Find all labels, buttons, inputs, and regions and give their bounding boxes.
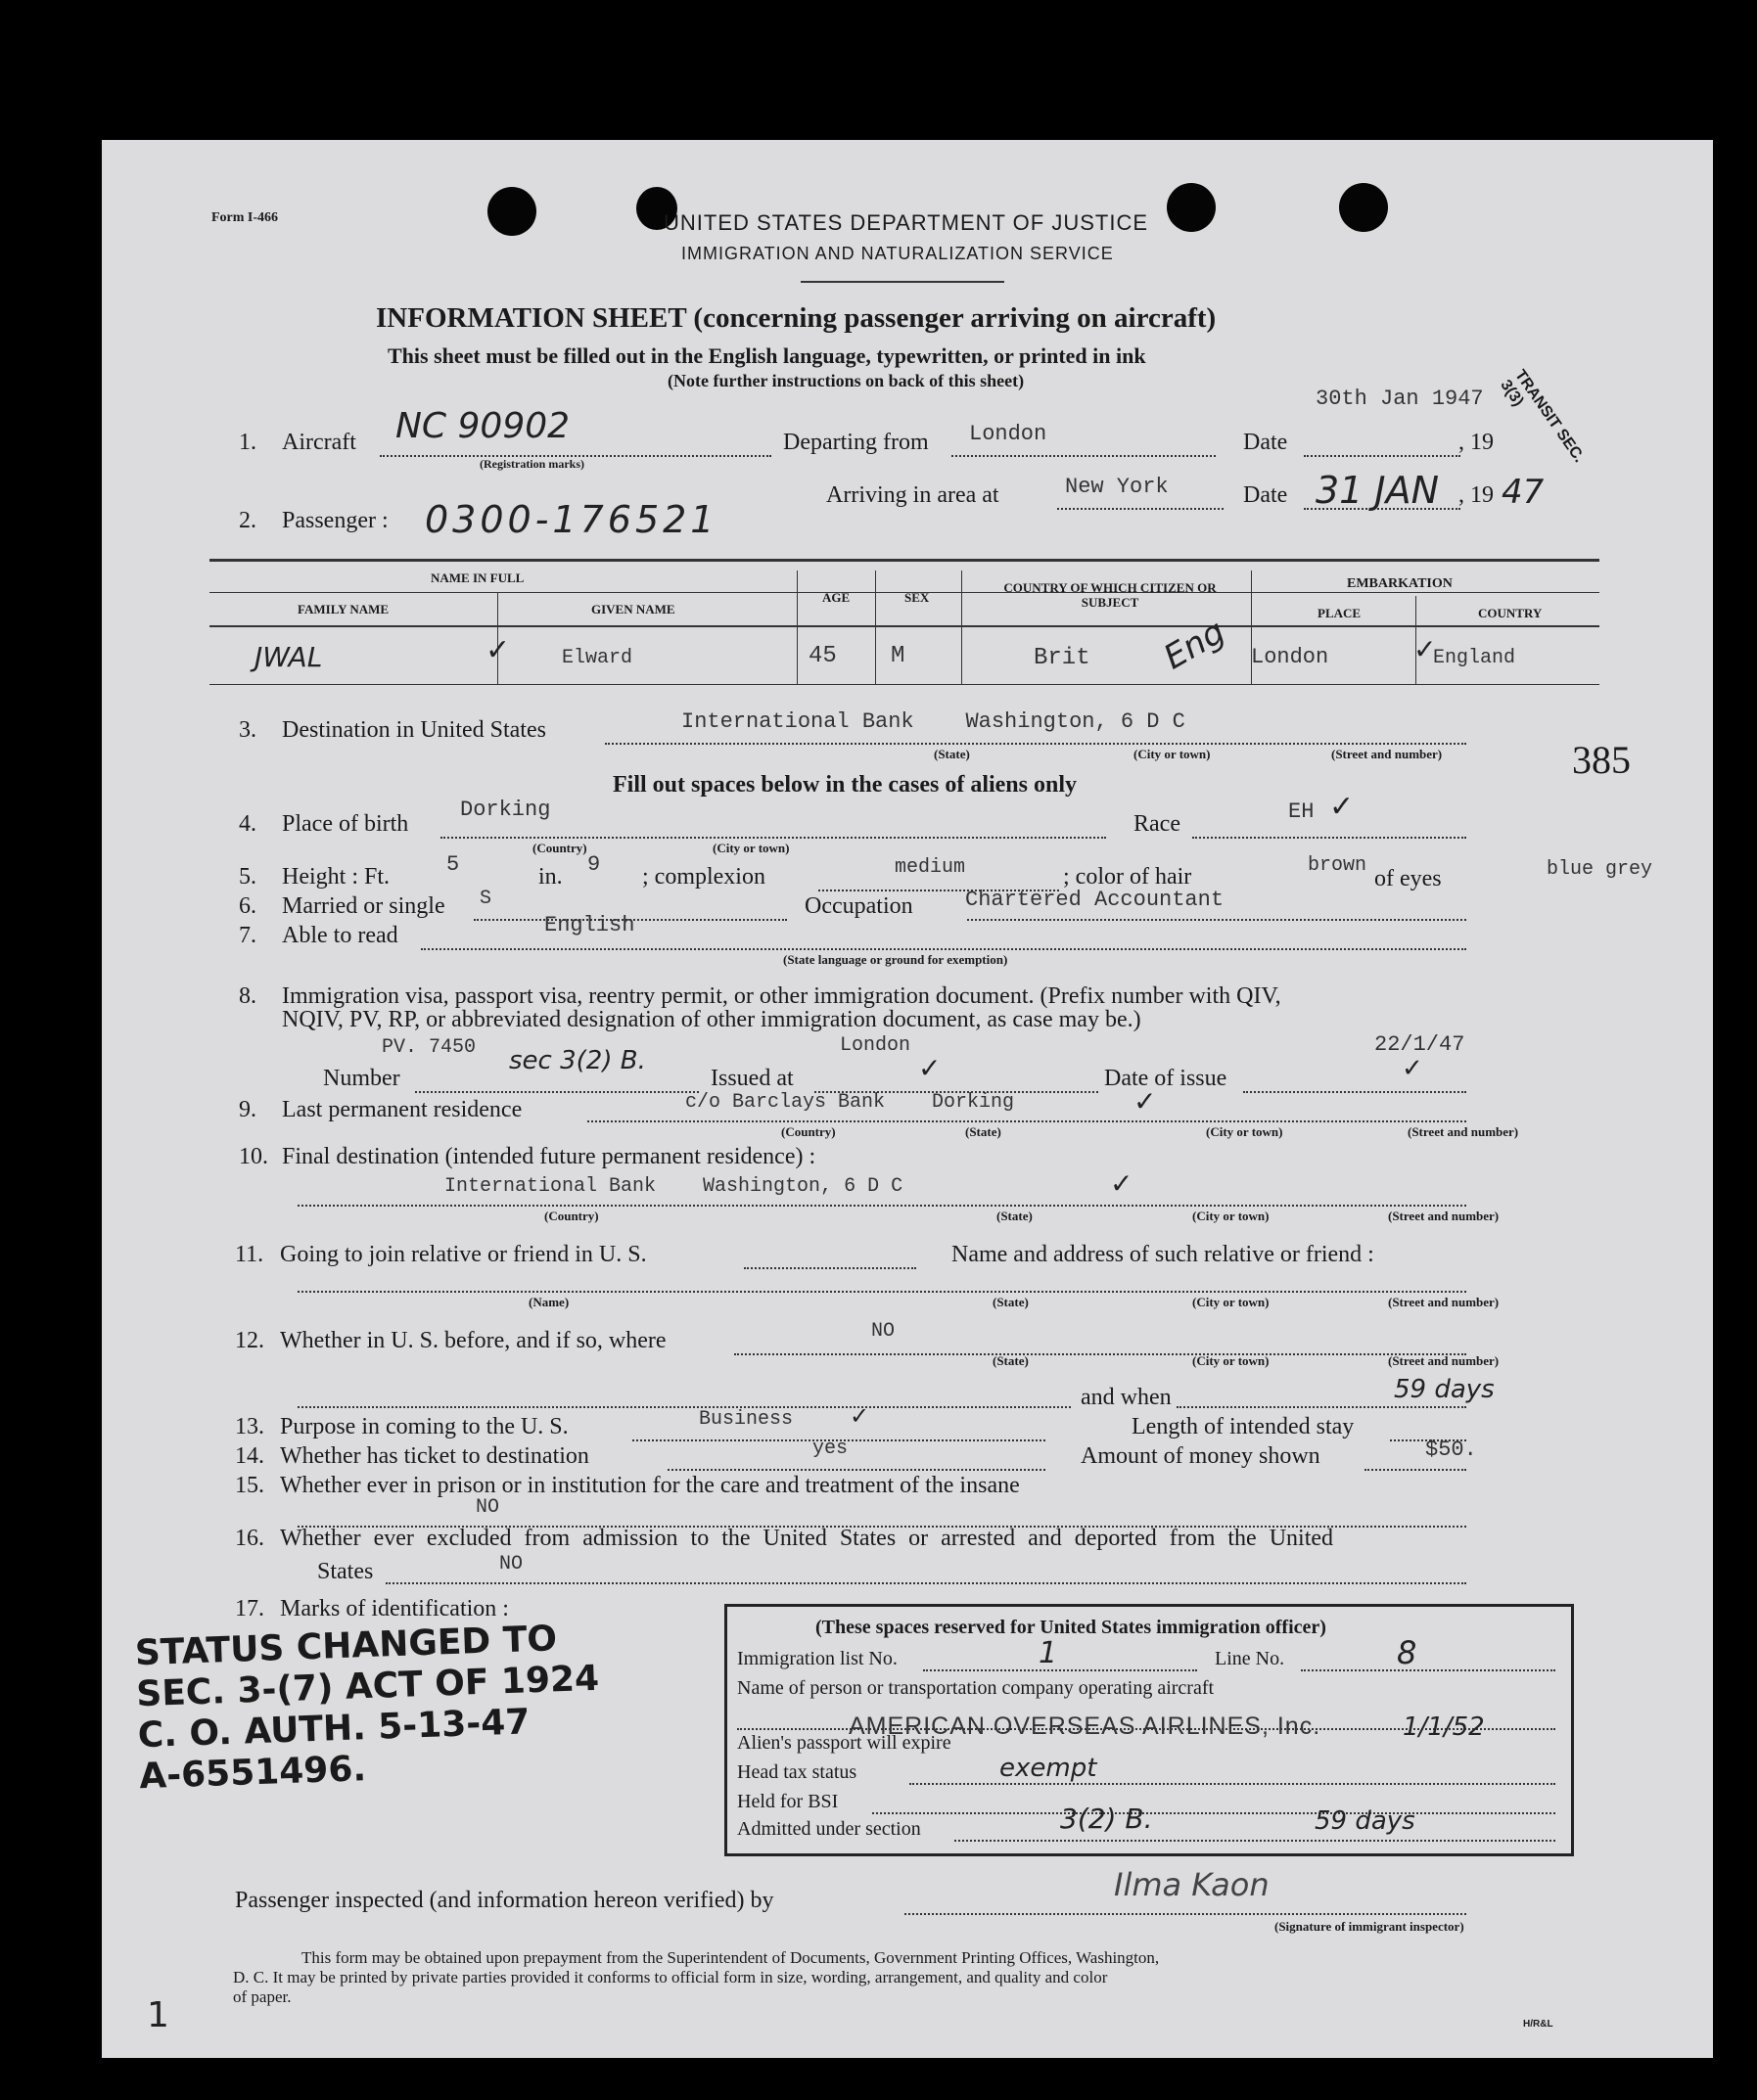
check-mark: ✓ bbox=[1402, 1054, 1423, 1083]
ticket-value: yes bbox=[812, 1438, 849, 1460]
doc-number-handwritten: sec 3(2) B. bbox=[509, 1046, 646, 1075]
aircraft-value: NC 90902 bbox=[395, 406, 571, 446]
item-number: 2. bbox=[239, 508, 256, 533]
final-destination-label: Final destination (intended future permanent residence) : bbox=[282, 1144, 816, 1169]
destination-value: International Bank Washington, 6 D C bbox=[681, 709, 1185, 734]
given-name-header: GIVEN NAME bbox=[591, 602, 675, 616]
height-inches: 9 bbox=[587, 852, 601, 877]
page-title: INFORMATION SHEET (concerning passenger arriving on aircraft) bbox=[376, 302, 1217, 334]
age-header: AGE bbox=[822, 590, 851, 605]
item-number: 1. bbox=[239, 430, 256, 455]
check-mark: ✓ bbox=[850, 1402, 870, 1430]
complexion-value: medium bbox=[895, 856, 966, 879]
when-value: 59 days bbox=[1394, 1375, 1495, 1404]
status-line: STATUS CHANGED TO bbox=[134, 1619, 558, 1674]
document-text-1: Immigration visa, passport visa, reentry permit, or other immigration document. (Prefix number with QIV, bbox=[282, 983, 1281, 1009]
transit-stamp: TRANSIT SEC. 3(3) bbox=[1497, 367, 1588, 466]
passport-value: 1/1/52 bbox=[1403, 1712, 1485, 1742]
list-value: 1 bbox=[1039, 1636, 1058, 1670]
item-number: 4. bbox=[239, 811, 256, 837]
aliens-heading: Fill out spaces below in the cases of aliens only bbox=[613, 772, 1078, 798]
issued-at-value: London bbox=[840, 1034, 911, 1057]
eyes-value: blue grey bbox=[1547, 858, 1653, 881]
passport-label: Alien's passport will expire bbox=[737, 1732, 951, 1754]
money-label: Amount of money shown bbox=[1081, 1443, 1320, 1469]
prison-label: Whether ever in prison or in institution for the care and treatment of the insane bbox=[280, 1473, 1020, 1498]
read-label: Able to read bbox=[282, 923, 398, 948]
marks-label: Marks of identification : bbox=[280, 1596, 509, 1621]
previous-visit-value: NO bbox=[871, 1320, 896, 1343]
print-code: H/R&L bbox=[1523, 2019, 1553, 2030]
sex-header: SEX bbox=[904, 590, 930, 605]
caption-street: (Street and number) bbox=[1388, 1353, 1500, 1368]
issue-date-value: 22/1/47 bbox=[1374, 1032, 1465, 1057]
passenger-label: Passenger : bbox=[282, 508, 389, 533]
item-number: 6. bbox=[239, 893, 256, 919]
caption-state: (State) bbox=[934, 747, 970, 761]
caption-country: (Country) bbox=[781, 1124, 836, 1139]
arrival-date: 31 JAN bbox=[1316, 469, 1440, 512]
item-number: 3. bbox=[239, 717, 256, 743]
item-number: 12. bbox=[235, 1328, 264, 1353]
side-number: 385 bbox=[1572, 738, 1631, 782]
caption-street: (Street and number) bbox=[1388, 1209, 1500, 1223]
agency-sub: IMMIGRATION AND NATURALIZATION SERVICE bbox=[681, 244, 1114, 263]
status-annotation bbox=[134, 1618, 602, 1798]
caption-state: (State) bbox=[965, 1124, 1001, 1139]
country-header: COUNTRY bbox=[1478, 606, 1543, 620]
item-number: 17. bbox=[235, 1596, 264, 1621]
read-caption: (State language or ground for exemption) bbox=[783, 952, 1008, 967]
item-number: 15. bbox=[235, 1473, 264, 1498]
citizenship-value: Brit bbox=[1034, 645, 1090, 671]
departing-label: Departing from bbox=[783, 430, 929, 455]
footer-line-3: of paper. bbox=[233, 1987, 292, 2006]
punch-hole bbox=[487, 187, 536, 236]
check-mark: ✓ bbox=[918, 1052, 942, 1084]
item-number: 14. bbox=[235, 1443, 264, 1469]
page-note: (Note further instructions on back of this sheet) bbox=[668, 371, 1025, 390]
document-text-2: NQIV, PV, RP, or abbreviated designation of other immigration document, as case may be.) bbox=[282, 1007, 1141, 1032]
officer-box-heading: (These spaces reserved for United States immigration officer) bbox=[815, 1617, 1326, 1638]
inspection-label: Passenger inspected (and information hereon verified) by bbox=[235, 1888, 774, 1913]
caption-city: (City or town) bbox=[1192, 1209, 1270, 1223]
prison-value: NO bbox=[476, 1496, 500, 1519]
arriving-label: Arriving in area at bbox=[826, 482, 999, 508]
name-in-full-header: NAME IN FULL bbox=[431, 571, 525, 585]
item-number: 16. bbox=[235, 1526, 264, 1551]
caption-name: (Name) bbox=[529, 1295, 570, 1309]
check-mark: ✓ bbox=[1110, 1167, 1133, 1200]
year-prefix: , 19 bbox=[1458, 430, 1494, 455]
family-name-value: JWAL bbox=[254, 641, 323, 673]
item-number: 5. bbox=[239, 864, 256, 890]
punch-hole bbox=[1167, 183, 1216, 232]
officer-box bbox=[724, 1604, 1574, 1856]
race-label: Race bbox=[1133, 811, 1180, 837]
residence-label: Last permanent residence bbox=[282, 1097, 523, 1122]
excluded-value: NO bbox=[499, 1553, 524, 1575]
margin-mark: 1 bbox=[147, 1995, 169, 2035]
item-number: 10. bbox=[239, 1144, 268, 1169]
inches-label: in. bbox=[538, 864, 563, 890]
height-feet: 5 bbox=[446, 852, 460, 877]
money-value: $50. bbox=[1425, 1438, 1477, 1462]
item-number: 11. bbox=[235, 1242, 264, 1267]
final-destination-value: International Bank Washington, 6 D C bbox=[444, 1175, 903, 1198]
residence-value: c/o Barclays Bank Dorking bbox=[685, 1091, 1015, 1114]
stay-label: Length of intended stay bbox=[1132, 1414, 1355, 1439]
occupation-label: Occupation bbox=[805, 893, 913, 919]
embark-country-value: England bbox=[1433, 647, 1516, 669]
operator-value: AMERICAN OVERSEAS AIRLINES, Inc. bbox=[849, 1712, 1321, 1740]
hair-label: ; color of hair bbox=[1063, 864, 1192, 890]
check-mark: ✓ bbox=[1133, 1085, 1157, 1118]
departure-date: 30th Jan 1947 bbox=[1316, 387, 1484, 411]
caption-state: (State) bbox=[993, 1295, 1029, 1309]
purpose-value: Business bbox=[699, 1408, 794, 1431]
status-line: SEC. 3-(7) ACT OF 1924 bbox=[135, 1658, 600, 1715]
caption-street: (Street and number) bbox=[1408, 1124, 1519, 1139]
item-number: 8. bbox=[239, 983, 256, 1009]
headtax-label: Head tax status bbox=[737, 1761, 857, 1783]
embark-place-value: London bbox=[1251, 645, 1329, 669]
date-label: Date bbox=[1243, 482, 1288, 508]
arrival-year: 47 bbox=[1502, 473, 1545, 512]
aircraft-label: Aircraft bbox=[282, 430, 356, 455]
admitted-value: 3(2) B. bbox=[1060, 1803, 1153, 1835]
divider bbox=[801, 281, 1004, 283]
year-prefix: , 19 bbox=[1458, 482, 1494, 508]
caption-street: (Street and number) bbox=[1388, 1295, 1500, 1309]
form-number: Form I-466 bbox=[211, 210, 279, 225]
issue-date-label: Date of issue bbox=[1104, 1066, 1227, 1091]
complexion-label: ; complexion bbox=[642, 864, 765, 890]
age-value: 45 bbox=[809, 643, 837, 669]
table-top-rule bbox=[209, 559, 1599, 562]
page-subtitle: This sheet must be filled out in the English language, typewritten, or printed in ink bbox=[388, 343, 1146, 368]
relative-name-label: Name and address of such relative or friend : bbox=[951, 1242, 1374, 1267]
excluded-label: Whether ever excluded from admission to the United States or arrested and deported from the United bbox=[280, 1526, 1334, 1551]
caption-country: (Country) bbox=[532, 841, 587, 855]
caption-city: (City or town) bbox=[1133, 747, 1211, 761]
caption-city: (City or town) bbox=[713, 841, 790, 855]
status-line: A-6551496. bbox=[138, 1749, 367, 1798]
caption-country: (Country) bbox=[544, 1209, 599, 1223]
marital-label: Married or single bbox=[282, 893, 445, 919]
check-mark: ✓ bbox=[485, 633, 511, 667]
form-sheet bbox=[102, 140, 1713, 2058]
relative-label: Going to join relative or friend in U. S. bbox=[280, 1242, 647, 1267]
ticket-label: Whether has ticket to destination bbox=[280, 1443, 589, 1469]
line-label: Line No. bbox=[1215, 1648, 1285, 1669]
caption-city: (City or town) bbox=[1206, 1124, 1283, 1139]
signature-caption: (Signature of immigrant inspector) bbox=[1274, 1919, 1464, 1934]
place-header: PLACE bbox=[1318, 606, 1362, 620]
caption-state: (State) bbox=[993, 1353, 1029, 1368]
bsi-label: Held for BSI bbox=[737, 1791, 839, 1812]
read-value: English bbox=[544, 913, 635, 937]
punch-hole bbox=[1339, 183, 1388, 232]
caption-city: (City or town) bbox=[1192, 1295, 1270, 1309]
citizenship-handwritten: Eng bbox=[1157, 612, 1232, 678]
doc-number-label: Number bbox=[323, 1066, 400, 1091]
item-number: 7. bbox=[239, 923, 256, 948]
issued-at-label: Issued at bbox=[711, 1066, 794, 1091]
headtax-value: exempt bbox=[999, 1754, 1097, 1783]
doc-number-value: PV. 7450 bbox=[382, 1036, 477, 1059]
family-name-header: FAMILY NAME bbox=[298, 602, 390, 616]
agency-name: UNITED STATES DEPARTMENT OF JUSTICE bbox=[664, 210, 1149, 235]
operator-label: Name of person or transportation company operating aircraft bbox=[737, 1677, 1215, 1699]
occupation-value: Chartered Accountant bbox=[965, 888, 1225, 912]
date-label: Date bbox=[1243, 430, 1288, 455]
given-name-value: Elward bbox=[562, 647, 633, 669]
birthplace-label: Place of birth bbox=[282, 811, 409, 837]
marital-value: S bbox=[480, 888, 492, 910]
footer-line-1: This form may be obtained upon prepayment from the Superintendent of Documents, Government Printing Offices, Washington, bbox=[301, 1948, 1160, 1967]
departing-value: London bbox=[969, 422, 1047, 446]
inspector-signature: Ilma Kaon bbox=[1114, 1866, 1270, 1903]
admitted-label: Admitted under section bbox=[737, 1818, 921, 1840]
destination-label: Destination in United States bbox=[282, 717, 546, 743]
embarkation-header: EMBARKATION bbox=[1347, 576, 1453, 591]
line-value: 8 bbox=[1397, 1634, 1417, 1671]
item-number: 9. bbox=[239, 1097, 256, 1122]
list-label: Immigration list No. bbox=[737, 1648, 898, 1669]
sex-value: M bbox=[891, 643, 905, 669]
hair-value: brown bbox=[1308, 854, 1367, 877]
purpose-label: Purpose in coming to the U. S. bbox=[280, 1414, 569, 1439]
previous-visit-label: Whether in U. S. before, and if so, where bbox=[280, 1328, 667, 1353]
birthplace-value: Dorking bbox=[460, 798, 551, 822]
registration-caption: (Registration marks) bbox=[480, 457, 584, 471]
passenger-value: 0300-176521 bbox=[425, 498, 718, 541]
eyes-label: of eyes bbox=[1374, 866, 1442, 891]
footer-line-2: D. C. It may be printed by private parties provided it conforms to official form in size, wording, arrangement, and quality and color bbox=[233, 1968, 1108, 1986]
caption-state: (State) bbox=[996, 1209, 1033, 1223]
arriving-value: New York bbox=[1065, 475, 1169, 499]
check-mark: ✓ bbox=[1329, 790, 1355, 824]
caption-city: (City or town) bbox=[1192, 1353, 1270, 1368]
height-label: Height : Ft. bbox=[282, 864, 391, 890]
admitted-days: 59 days bbox=[1315, 1806, 1415, 1836]
excluded-label-2: States bbox=[317, 1559, 374, 1584]
race-value: EH bbox=[1288, 799, 1315, 824]
check-mark: ✓ bbox=[1413, 633, 1437, 665]
item-number: 13. bbox=[235, 1414, 264, 1439]
citizenship-header: COUNTRY OF WHICH CITIZEN OR SUBJECT bbox=[1003, 580, 1217, 610]
status-line: C. O. AUTH. 5-13-47 bbox=[137, 1702, 532, 1757]
caption-street: (Street and number) bbox=[1331, 747, 1443, 761]
when-label: and when bbox=[1081, 1385, 1172, 1410]
